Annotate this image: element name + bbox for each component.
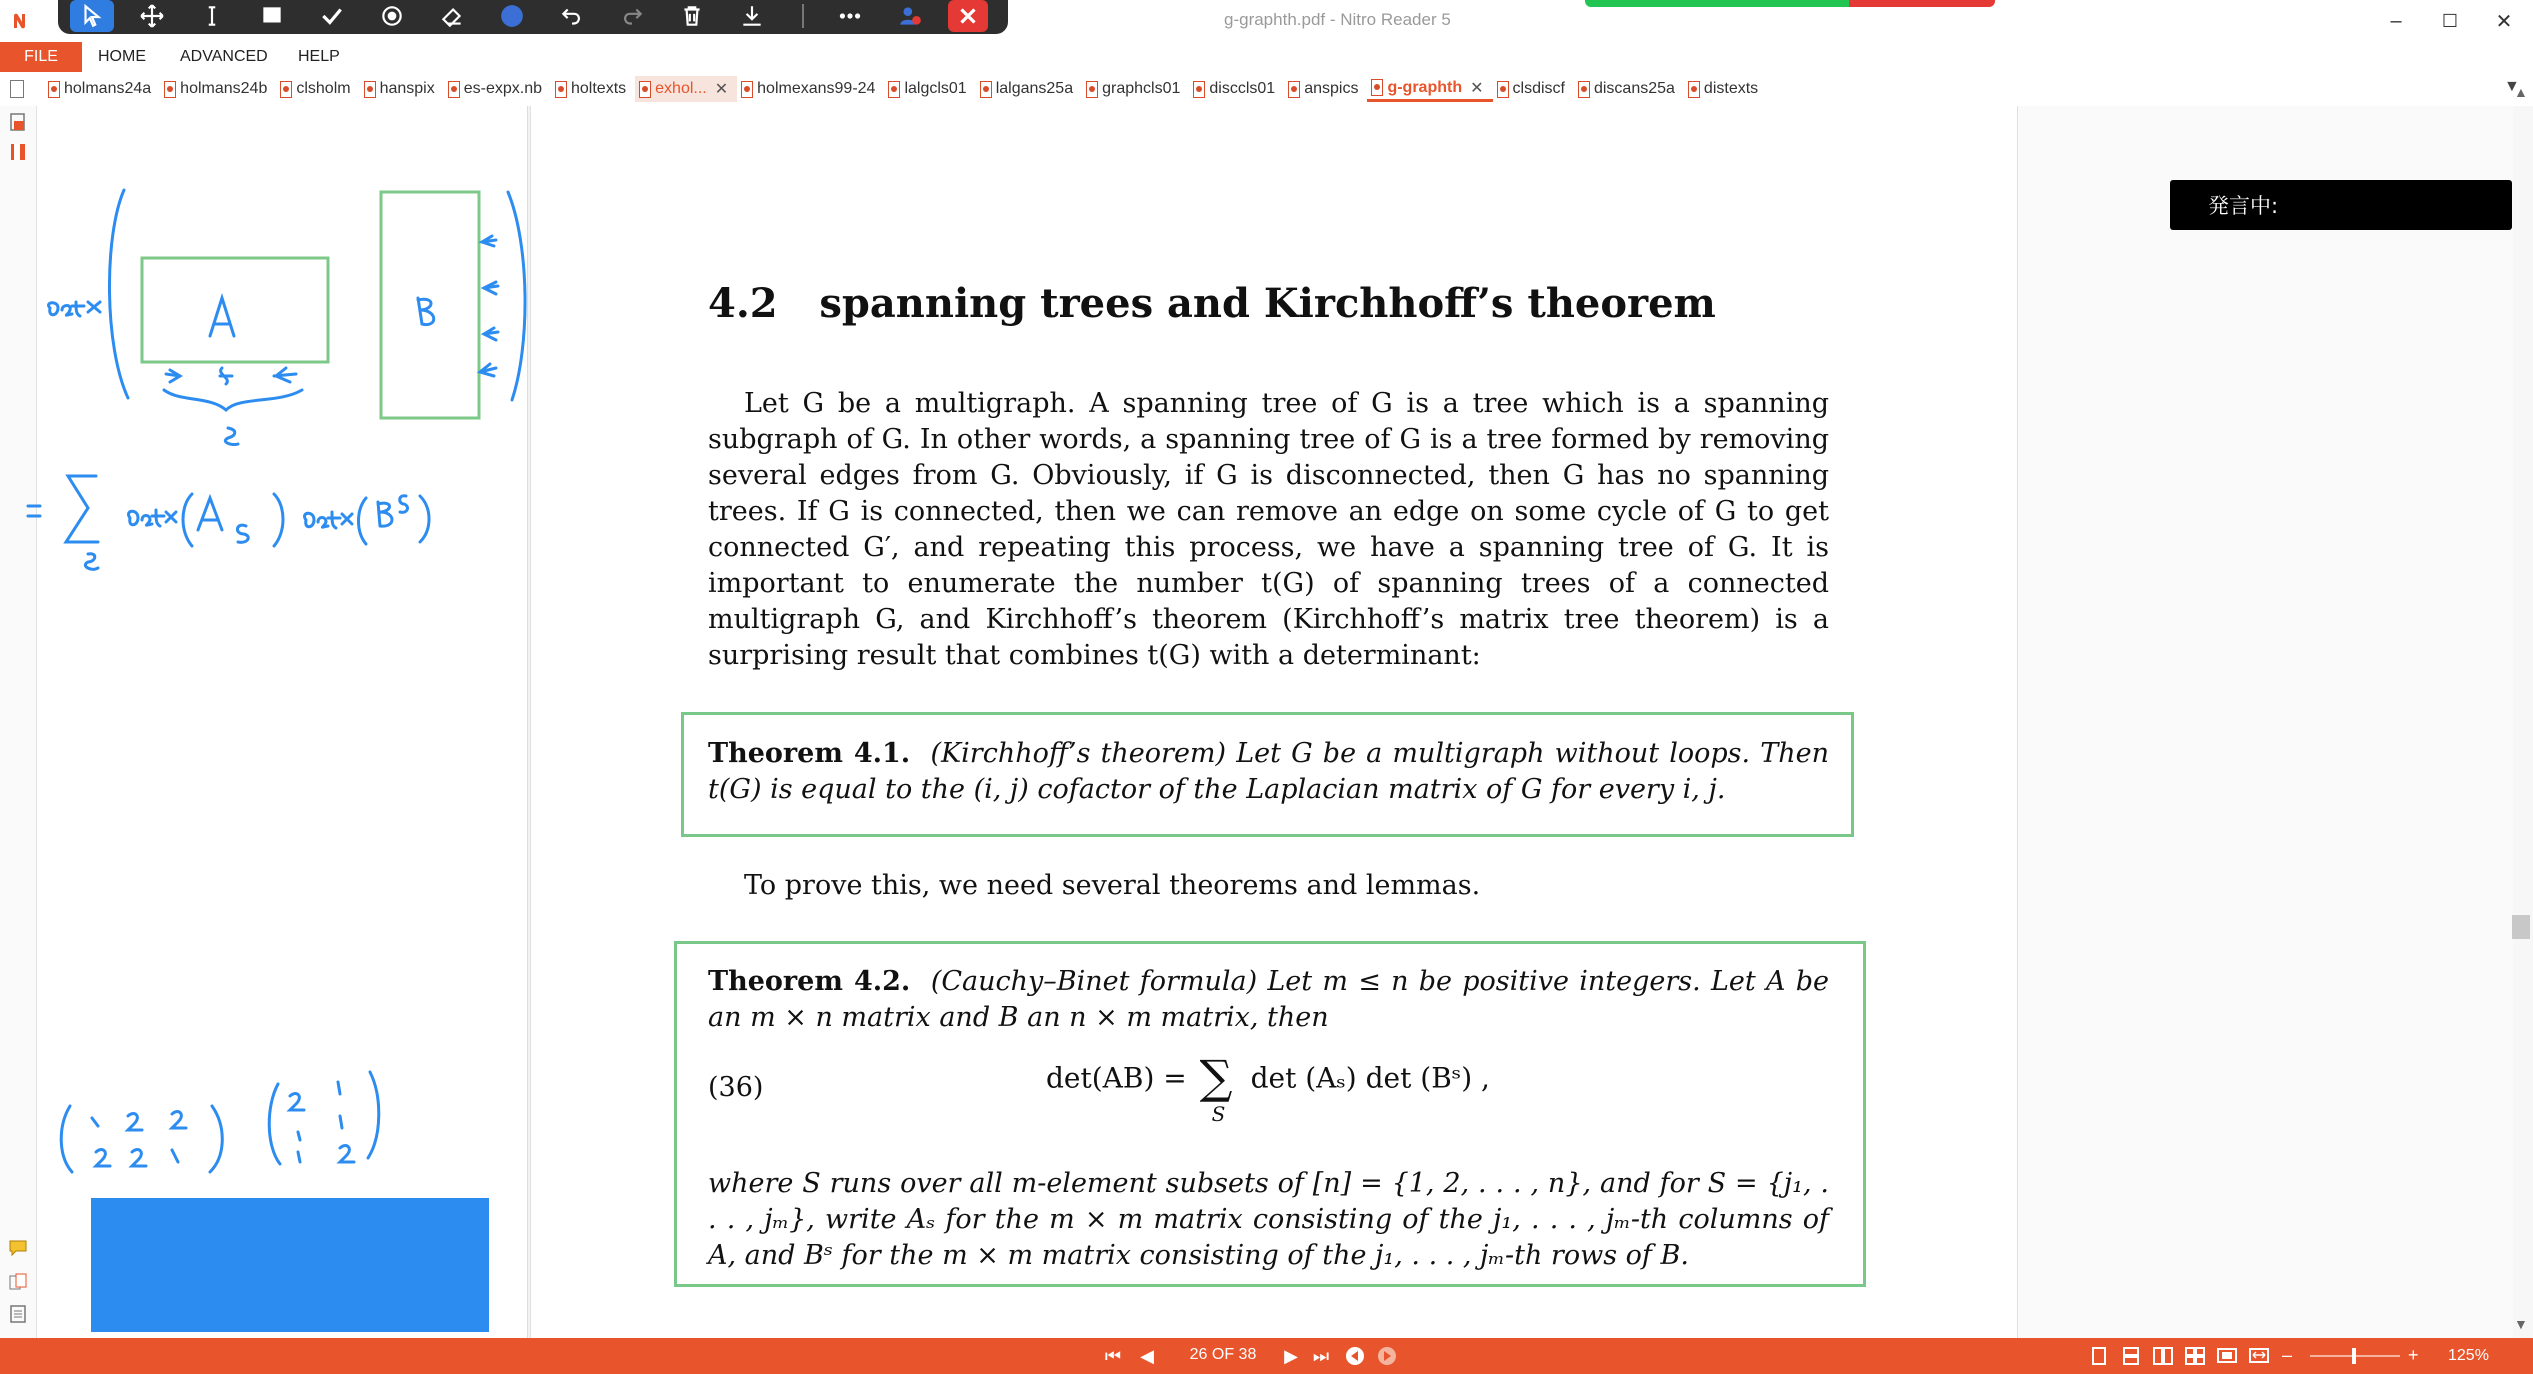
zoom-level[interactable]: 125% <box>2448 1347 2489 1364</box>
tab-lalgcls01[interactable] <box>884 76 975 102</box>
scroll-down-icon[interactable]: ▼ <box>2514 1316 2528 1332</box>
speaking-indicator: 発言中: <box>2170 180 2512 230</box>
tab-label: disccls01 <box>1209 80 1276 97</box>
text-cursor-icon[interactable] <box>190 0 234 32</box>
pdf-file-icon <box>1688 81 1700 98</box>
tab-label: discans25a <box>1593 80 1675 97</box>
continuous-view-icon[interactable] <box>2120 1346 2142 1366</box>
equation-rhs: det (Aₛ) det (Bˢ) , <box>1250 1061 1490 1095</box>
pdf-file-icon <box>1086 81 1098 98</box>
annotation-toolbar <box>58 0 1008 34</box>
tab-label: holmexans99-24 <box>757 80 876 97</box>
summation-sign: ∑ S <box>1199 1050 1233 1126</box>
theorem-label: Theorem 4.1. <box>708 738 911 769</box>
equation-number: (36) <box>708 1072 764 1103</box>
tab-close-icon[interactable]: ✕ <box>714 81 729 98</box>
fit-width-icon[interactable] <box>2248 1346 2270 1366</box>
tab-holmexans99-24[interactable] <box>737 76 884 102</box>
last-page-icon[interactable]: ⏭ <box>1312 1345 1330 1366</box>
page-indicator[interactable]: 26 OF 38 <box>1189 1346 1257 1363</box>
pdf-file-icon <box>280 81 292 98</box>
zoom-in-button[interactable]: + <box>2408 1345 2419 1365</box>
pan-move-icon[interactable] <box>130 0 174 32</box>
checkmark-icon[interactable] <box>310 0 354 32</box>
tab-label: graphcls01 <box>1102 80 1181 97</box>
handwritten-ink-annotations <box>0 106 560 1338</box>
recording-progress-green <box>1585 0 1849 7</box>
scroll-up-icon[interactable]: ▲ <box>2514 84 2528 100</box>
tab-clsholm[interactable] <box>276 76 359 102</box>
select-pointer-icon[interactable] <box>70 0 114 32</box>
proof-intro-paragraph: To prove this, we need several theorems and lemmas. <box>744 870 1481 901</box>
menu-advanced[interactable]: ADVANCED <box>180 48 268 65</box>
tab-g-graphth[interactable] <box>1367 76 1492 102</box>
document-tab-bar <box>0 72 2533 107</box>
redo-icon[interactable] <box>610 0 654 32</box>
pdf-file-icon <box>555 81 567 98</box>
tab-label: lalgcls01 <box>904 80 967 97</box>
tab-anspics[interactable] <box>1284 76 1367 102</box>
recording-progress-red <box>1849 0 1995 7</box>
zoom-slider-handle[interactable] <box>2352 1348 2356 1364</box>
facing-view-icon[interactable] <box>2152 1346 2174 1366</box>
tab-holmans24b[interactable] <box>160 76 276 102</box>
tab-label: holmans24b <box>180 80 268 97</box>
tab-label: distexts <box>1703 80 1759 97</box>
next-view-icon[interactable] <box>1374 1345 1400 1367</box>
status-bar <box>0 1338 2533 1374</box>
tab-lalgans25a[interactable] <box>976 76 1082 102</box>
tab-holtexts[interactable] <box>551 76 635 102</box>
menu-help[interactable]: HELP <box>298 48 340 65</box>
menu-file[interactable]: FILE <box>0 42 82 72</box>
pdf-file-icon <box>1288 81 1300 98</box>
tab-es-expx[interactable] <box>444 76 551 102</box>
vertical-scrollbar[interactable] <box>2513 106 2533 1338</box>
cauchy-binet-equation <box>1046 1050 1490 1126</box>
maximize-button[interactable]: ☐ <box>2441 10 2459 31</box>
previous-page-icon[interactable]: ◀ <box>1140 1345 1154 1366</box>
pdf-file-icon <box>1193 81 1205 98</box>
window-title: g-graphth.pdf - Nitro Reader 5 <box>1224 10 1451 29</box>
facing-continuous-view-icon[interactable] <box>2184 1346 2206 1366</box>
nitro-logo-icon <box>8 10 30 32</box>
theorem-label: Theorem 4.2. <box>708 966 911 997</box>
previous-view-icon[interactable] <box>1342 1345 1368 1367</box>
tab-label: clsholm <box>296 80 351 97</box>
section-heading <box>708 280 1716 327</box>
summation-index: S <box>1211 1102 1226 1126</box>
theorem-body: (Kirchhoff’s theorem) Let G be a multigraph without loops. Then t(G) is equal to the (i, j) cofactor of the Laplacian matrix of G for every i, j. <box>708 738 1829 805</box>
tab-close-icon[interactable]: ✕ <box>1470 79 1484 97</box>
blue-highlight-block <box>91 1198 489 1332</box>
tab-clsdiscf[interactable] <box>1493 76 1574 102</box>
tab-label: hanspix <box>379 80 435 97</box>
tab-exhol[interactable] <box>635 76 737 102</box>
user-presenter-icon[interactable] <box>888 0 932 32</box>
scrollbar-thumb[interactable] <box>2512 915 2530 939</box>
pdf-file-icon <box>741 81 753 98</box>
document-icon[interactable] <box>10 80 24 98</box>
close-toolbar-icon[interactable] <box>948 0 988 32</box>
pdf-file-icon <box>364 81 376 98</box>
tab-distexts[interactable] <box>1684 76 1767 102</box>
rectangle-shape-icon[interactable] <box>250 0 294 32</box>
right-gutter <box>2018 106 2513 1338</box>
undo-icon[interactable] <box>550 0 594 32</box>
tabs-row <box>44 72 1767 106</box>
download-icon[interactable] <box>730 0 774 32</box>
menu-home[interactable]: HOME <box>98 48 146 65</box>
theorem-body: (Cauchy–Binet formula) Let m ≤ n be positive integers. Let A be an m × n matrix and B an n × m matrix, then <box>708 966 1829 1033</box>
laser-target-icon[interactable] <box>370 0 414 32</box>
close-window-button[interactable]: ✕ <box>2495 10 2513 33</box>
trash-icon[interactable] <box>670 0 714 32</box>
tab-graphcls01[interactable] <box>1082 76 1189 102</box>
tab-label: es-expx.nb <box>463 80 542 97</box>
more-options-icon[interactable] <box>828 0 872 32</box>
section-number: 4.2 <box>708 280 778 327</box>
theorem-4-1 <box>708 736 1829 808</box>
zoom-out-button[interactable]: – <box>2282 1345 2293 1365</box>
toolbar-divider <box>802 4 804 28</box>
next-page-icon[interactable]: ▶ <box>1284 1345 1298 1366</box>
intro-paragraph: Let G be a multigraph. A spanning tree of G is a tree which is a spanning subgraph of G. In other words, a spanning tree of G is a tree formed by removing several edges from G. Obviously, if G is disconnected, then G has no spanning trees. If G is connected, then we can remove an edge on some cycle of G to get connected G′, and repeating this process, we have a spanning tree of G. It is important to enumerate the number t(G) of spanning trees of a connected multigraph G, and Kirchhoff’s theorem (Kirchhoff’s matrix tree theorem) is a surprising result that combines t(G) with a determinant: <box>708 388 1829 671</box>
theorem-4-2-where-clause: where S runs over all m-element subsets of [n] = {1, 2, . . . , n}, and for S = {j₁, . . . , jₘ}, write Aₛ for the m × m matrix consisting of the j₁, . . . , jₘ-th columns of A, and Bˢ for the m × m matrix consisting of the j₁, . . . , jₘ-th rows of B. <box>708 1168 1829 1271</box>
pdf-file-icon <box>1497 81 1509 98</box>
color-picker-icon[interactable] <box>490 0 534 32</box>
tab-discans25a[interactable] <box>1574 76 1684 102</box>
tab-hanspix[interactable] <box>360 76 444 102</box>
tab-label: anspics <box>1304 80 1359 97</box>
section-title: spanning trees and Kirchhoff’s theorem <box>819 280 1716 327</box>
tab-label: holmans24a <box>64 80 152 97</box>
tab-holmans24a[interactable] <box>44 76 160 102</box>
theorem-4-2 <box>708 964 1829 1036</box>
pdf-file-icon <box>48 81 60 98</box>
tab-label: g-graphth <box>1387 78 1463 96</box>
minimize-button[interactable]: – <box>2390 9 2402 32</box>
tab-label: exhol... <box>655 80 707 97</box>
eraser-icon[interactable] <box>430 0 474 32</box>
menu-bar <box>0 42 2533 72</box>
pdf-file-icon <box>888 81 900 98</box>
pdf-file-icon <box>639 81 651 98</box>
tab-label: clsdiscf <box>1512 80 1565 97</box>
tab-label: holtexts <box>571 80 627 97</box>
tab-label: lalgans25a <box>995 80 1074 97</box>
equation-lhs: det(AB) = <box>1046 1061 1187 1095</box>
pdf-file-icon <box>164 81 176 98</box>
pdf-file-icon <box>980 81 992 98</box>
single-page-view-icon[interactable] <box>2088 1346 2110 1366</box>
tab-disccls01[interactable] <box>1189 76 1284 102</box>
pdf-file-icon <box>1371 79 1383 96</box>
fit-page-icon[interactable] <box>2216 1346 2238 1366</box>
tab-list-chevron-icon[interactable]: ▼ <box>2504 78 2520 95</box>
title-bar <box>0 0 2533 42</box>
first-page-icon[interactable]: ⏮ <box>1104 1345 1122 1366</box>
pdf-file-icon <box>448 81 460 98</box>
pdf-file-icon <box>1578 81 1590 98</box>
